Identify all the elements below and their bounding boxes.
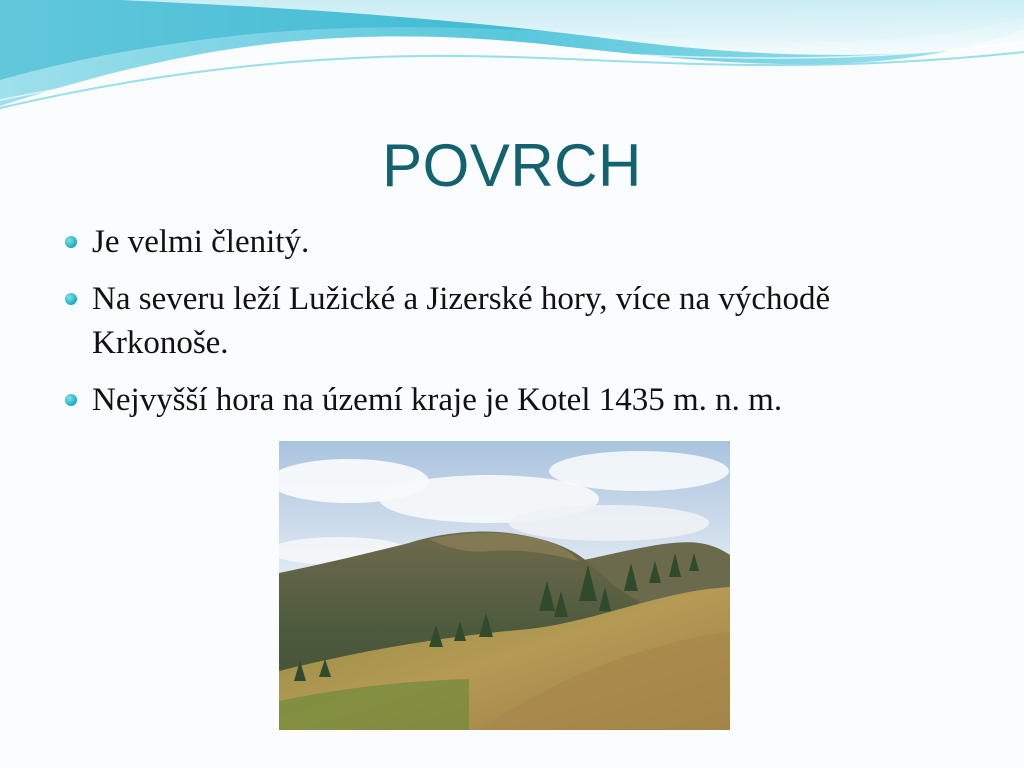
- bullet-item: [62, 277, 962, 365]
- bullet-dot-icon: [65, 236, 77, 248]
- bullet-item: [62, 220, 962, 264]
- bullet-text: Nejvyšší hora na území kraje je Kotel 1435 m. n. m.: [92, 382, 783, 418]
- bullet-list: [62, 220, 962, 435]
- bullet-dot-icon: [65, 394, 77, 406]
- mountain-photo: [279, 441, 730, 730]
- header-wave-decoration: [0, 0, 1024, 120]
- slide-title: POVRCH: [382, 132, 642, 199]
- bullet-text: Je velmi členitý.: [92, 224, 310, 260]
- bullet-dot-icon: [65, 293, 77, 305]
- bullet-item: [62, 378, 962, 422]
- bullet-text: Na severu leží Lužické a Jizerské hory, více na východě Krkonoše.: [92, 281, 831, 361]
